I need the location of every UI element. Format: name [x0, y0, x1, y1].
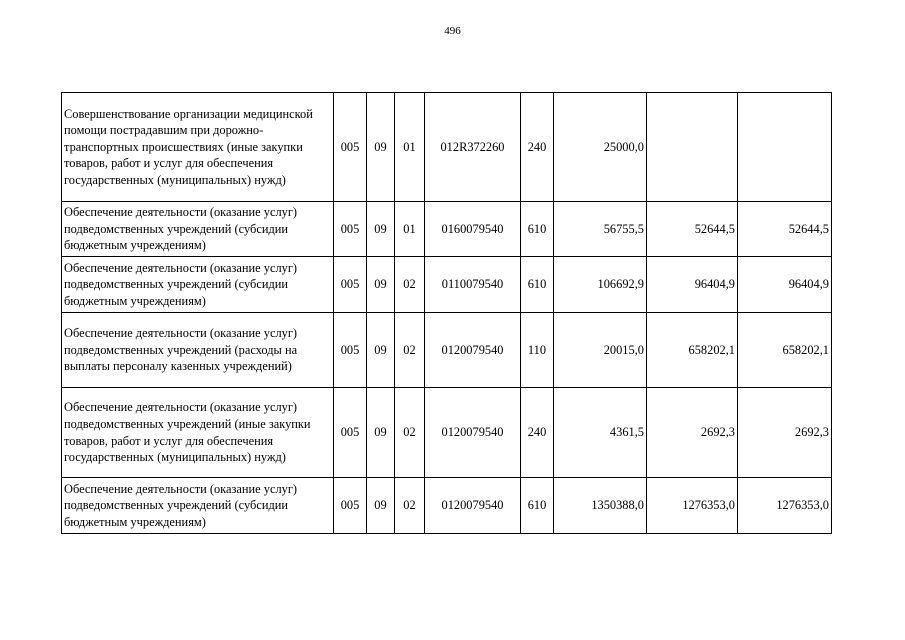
budget-table: [61, 92, 832, 534]
row-description: Обеспечение деятельности (оказание услуг) подведомственных учреждений (субсидии бюджетным учреждениям): [62, 478, 334, 534]
ministry-code: 005: [334, 202, 367, 257]
table-row: [62, 93, 832, 202]
row-description: Обеспечение деятельности (оказание услуг) подведомственных учреждений (субсидии бюджетным учреждениям): [62, 202, 334, 257]
target-article-code: 0120079540: [425, 478, 521, 534]
amount-year-1: 20015,0: [554, 313, 647, 388]
amount-year-1: 4361,5: [554, 388, 647, 478]
amount-year-2: [647, 93, 738, 202]
subsection-code: 02: [395, 478, 425, 534]
subsection-code: 02: [395, 257, 425, 313]
ministry-code: 005: [334, 93, 367, 202]
section-code: 09: [367, 388, 395, 478]
subsection-code: 02: [395, 313, 425, 388]
ministry-code: 005: [334, 257, 367, 313]
amount-year-1: 25000,0: [554, 93, 647, 202]
subsection-code: 01: [395, 202, 425, 257]
subsection-code: 01: [395, 93, 425, 202]
amount-year-2: 52644,5: [647, 202, 738, 257]
expense-type-code: 610: [521, 478, 554, 534]
target-article-code: 0110079540: [425, 257, 521, 313]
amount-year-2: 96404,9: [647, 257, 738, 313]
target-article-code: 0120079540: [425, 388, 521, 478]
ministry-code: 005: [334, 313, 367, 388]
amount-year-1: 106692,9: [554, 257, 647, 313]
amount-year-3: 96404,9: [738, 257, 832, 313]
amount-year-3: 52644,5: [738, 202, 832, 257]
expense-type-code: 240: [521, 93, 554, 202]
table-row: [62, 313, 832, 388]
row-description: Обеспечение деятельности (оказание услуг) подведомственных учреждений (иные закупки товаров, работ и услуг для обеспечения государственных (муниципальных) нужд): [62, 388, 334, 478]
section-code: 09: [367, 257, 395, 313]
target-article-code: 0160079540: [425, 202, 521, 257]
amount-year-3: 658202,1: [738, 313, 832, 388]
section-code: 09: [367, 202, 395, 257]
amount-year-3: 2692,3: [738, 388, 832, 478]
section-code: 09: [367, 313, 395, 388]
table-row: [62, 388, 832, 478]
amount-year-3: [738, 93, 832, 202]
table-row: [62, 257, 832, 313]
row-description: Совершенствование организации медицинской помощи пострадавшим при дорожно-транспортных происшествиях (иные закупки товаров, работ и услуг для обеспечения государственных (муниципальных) нужд): [62, 93, 334, 202]
ministry-code: 005: [334, 478, 367, 534]
row-description: Обеспечение деятельности (оказание услуг) подведомственных учреждений (субсидии бюджетным учреждениям): [62, 257, 334, 313]
subsection-code: 02: [395, 388, 425, 478]
section-code: 09: [367, 93, 395, 202]
target-article-code: 0120079540: [425, 313, 521, 388]
row-description: Обеспечение деятельности (оказание услуг) подведомственных учреждений (расходы на выплаты персоналу казенных учреждений): [62, 313, 334, 388]
amount-year-3: 1276353,0: [738, 478, 832, 534]
target-article-code: 012R372260: [425, 93, 521, 202]
amount-year-2: 2692,3: [647, 388, 738, 478]
expense-type-code: 610: [521, 257, 554, 313]
amount-year-2: 1276353,0: [647, 478, 738, 534]
table-row: [62, 202, 832, 257]
section-code: 09: [367, 478, 395, 534]
table-row: [62, 478, 832, 534]
amount-year-2: 658202,1: [647, 313, 738, 388]
expense-type-code: 240: [521, 388, 554, 478]
page-number: 496: [444, 25, 461, 37]
expense-type-code: 610: [521, 202, 554, 257]
ministry-code: 005: [334, 388, 367, 478]
amount-year-1: 1350388,0: [554, 478, 647, 534]
expense-type-code: 110: [521, 313, 554, 388]
amount-year-1: 56755,5: [554, 202, 647, 257]
